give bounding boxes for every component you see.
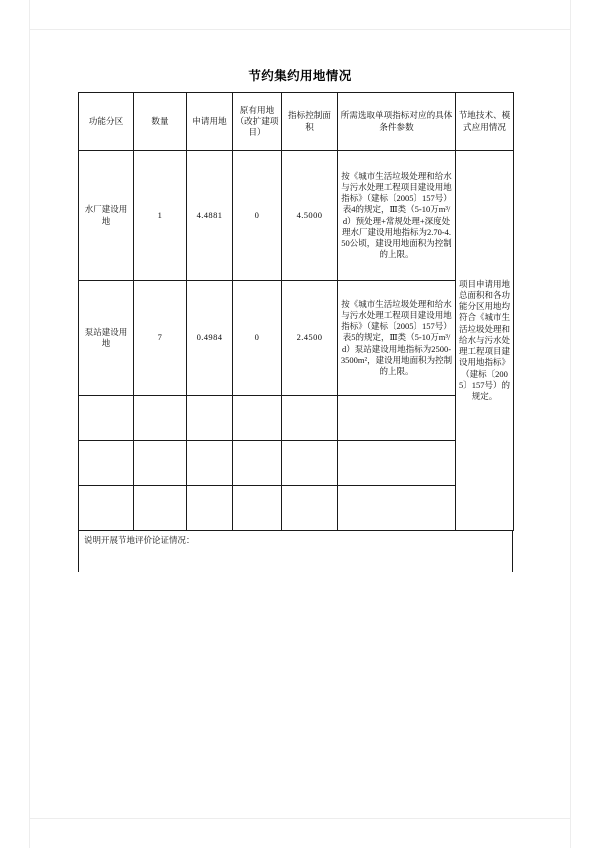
cell-functional-zone — [79, 441, 134, 486]
cell-parameters — [338, 396, 456, 441]
cell-existing-land — [233, 486, 282, 531]
cell-control-area — [282, 486, 338, 531]
cell-parameters: 按《城市生活垃圾处理和给水与污水处理工程项目建设用地指标》（建标〔2005〕157号）表5的规定，Ⅲ类（5-10万m³/d）泵站建设用地指标为2500-3500m²，建设用地面积为控制的上限。 — [338, 281, 456, 396]
cell-control-area — [282, 396, 338, 441]
cell-functional-zone: 泵站建设用地 — [79, 281, 134, 396]
cell-functional-zone: 水厂建设用地 — [79, 151, 134, 281]
evaluation-note-block — [78, 530, 513, 572]
cell-existing-land: 0 — [233, 281, 282, 396]
column-header-quantity: 数量 — [134, 93, 187, 151]
table-row — [79, 486, 514, 531]
column-header-applied-land: 申请用地 — [187, 93, 233, 151]
column-header-control-area: 指标控制面积 — [282, 93, 338, 151]
cell-applied-land — [187, 441, 233, 486]
cell-existing-land — [233, 441, 282, 486]
cell-control-area: 4.5000 — [282, 151, 338, 281]
cell-control-area: 2.4500 — [282, 281, 338, 396]
cell-parameters — [338, 486, 456, 531]
cell-applied-land: 0.4984 — [187, 281, 233, 396]
column-header-functional-zone: 功能分区 — [79, 93, 134, 151]
land-use-table — [78, 92, 514, 531]
cell-existing-land — [233, 396, 282, 441]
cell-parameters — [338, 441, 456, 486]
page-edge-left — [29, 0, 30, 848]
cell-applied-land — [187, 396, 233, 441]
page-edge-top — [29, 29, 571, 30]
cell-quantity — [134, 441, 187, 486]
cell-existing-land: 0 — [233, 151, 282, 281]
table-row — [79, 441, 514, 486]
land-use-table-container — [78, 92, 513, 531]
cell-quantity — [134, 396, 187, 441]
table-row — [79, 396, 514, 441]
table-row — [79, 281, 514, 396]
cell-applied-land: 4.4881 — [187, 151, 233, 281]
column-header-technology-application: 节地技术、模式应用情况 — [456, 93, 514, 151]
cell-functional-zone — [79, 486, 134, 531]
page-edge-bottom — [29, 818, 571, 819]
column-header-existing-land: 原有用地（改扩建项目） — [233, 93, 282, 151]
page-title: 节约集约用地情况 — [248, 68, 352, 83]
cell-applied-land — [187, 486, 233, 531]
cell-functional-zone — [79, 396, 134, 441]
column-header-parameters: 所需选取单项指标对应的具体条件参数 — [338, 93, 456, 151]
cell-quantity — [134, 486, 187, 531]
page-edge-right — [570, 0, 571, 848]
cell-control-area — [282, 441, 338, 486]
cell-technology-application-summary: 项目申请用地总面积和各功能分区用地均符合《城市生活垃圾处理和给水与污水处理工程项目建设用地指标》（建标〔2005〕157号）的规定。 — [456, 151, 514, 531]
cell-quantity: 7 — [134, 281, 187, 396]
cell-quantity: 1 — [134, 151, 187, 281]
table-header-row — [79, 93, 514, 151]
evaluation-note-label: 说明开展节地评价论证情况： — [84, 535, 195, 545]
cell-parameters: 按《城市生活垃圾处理和给水与污水处理工程项目建设用地指标》（建标〔2005〕157号）表4的规定，Ⅲ类（5-10万m³/d）预处理+常规处理+深度处理水厂建设用地指标为2.70-4.50公顷，建设用地面积为控制的上限。 — [338, 151, 456, 281]
table-row — [79, 151, 514, 281]
